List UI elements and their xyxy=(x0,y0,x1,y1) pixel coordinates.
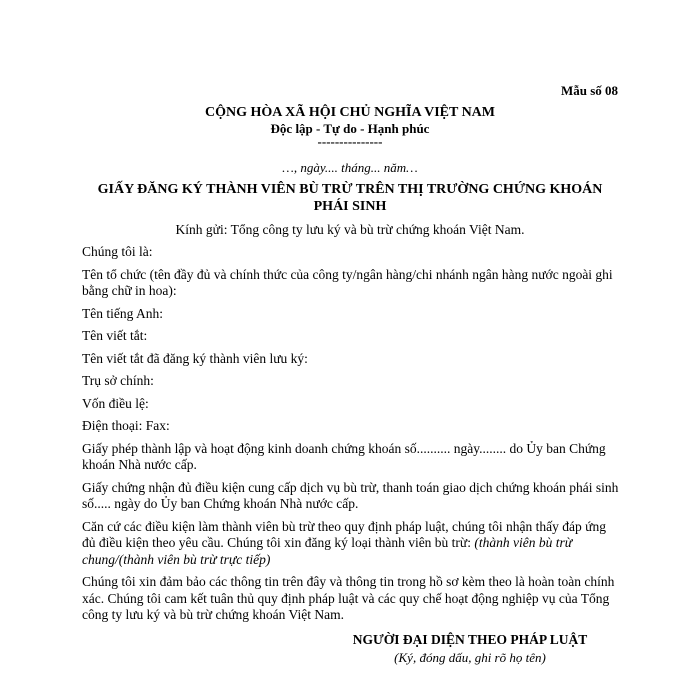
certificate-paragraph: Giấy chứng nhận đủ điều kiện cung cấp dịch vụ bù trừ, thanh toán giao dịch chứng khoán phái sinh số..... ngày do Ủy ban Chứng khoán Nhà nước cấp. xyxy=(82,479,619,511)
form-number: Mẫu số 08 xyxy=(560,83,618,98)
nation-heading: CỘNG HÒA XÃ HỘI CHỦ NGHĨA VIỆT NAM xyxy=(204,105,495,120)
basis-text: Căn cứ các điều kiện làm thành viên bù trừ theo quy định pháp luật, chúng tôi nhận thấy đáp ứng đủ điều kiện theo yêu cầu. Chúng tôi xin đăng ký loại thành viên bù trừ: xyxy=(82,518,606,550)
document-body xyxy=(82,244,622,630)
short-name-field: Tên viết tắt: xyxy=(82,328,148,343)
signature-note: (Ký, đóng dấu, ghi rõ họ tên) xyxy=(394,650,546,665)
header-divider: --------------- xyxy=(317,134,383,149)
motto: Độc lập - Tự do - Hạnh phúc xyxy=(270,121,430,136)
document-title: GIẤY ĐĂNG KÝ THÀNH VIÊN BÙ TRỪ TRÊN THỊ TRƯỜNG CHỨNG KHOÁN PHÁI SINH xyxy=(97,182,603,214)
date-line: …, ngày.... tháng... năm… xyxy=(282,160,418,175)
org-name-field: Tên tổ chức (tên đầy đủ và chính thức của công ty/ngân hàng/chi nhánh ngân hàng nước ngoài ghi bằng chữ in hoa): xyxy=(82,266,613,298)
signature-title: NGƯỜI ĐẠI DIỆN THEO PHÁP LUẬT xyxy=(352,632,588,647)
member-type-options: (thành viên bù trừ chung/(thành viên bù trừ trực tiếp) xyxy=(82,535,573,567)
english-name-field: Tên tiếng Anh: xyxy=(82,305,163,321)
commitment-paragraph: Chúng tôi xin đảm bảo các thông tin trên đây và thông tin trong hồ sơ kèm theo là hoàn toàn chính xác. Chúng tôi cam kết tuân thủ quy định pháp luật và các quy chế hoạt động nghiệp vụ của Tổng công ty lưu ký và bù trừ chứng khoán Việt Nam. xyxy=(82,574,615,622)
basis-paragraph xyxy=(82,519,622,569)
license-paragraph: Giấy phép thành lập và hoạt động kinh doanh chứng khoán số.......... ngày........ do Ủy ban Chứng khoán Nhà nước cấp. xyxy=(82,440,606,472)
charter-capital-field: Vốn điều lệ: xyxy=(82,395,149,411)
phone-fax-field: Điện thoại: Fax: xyxy=(82,418,170,433)
registered-short-name-field: Tên viết tắt đã đăng ký thành viên lưu ký: xyxy=(82,350,308,366)
intro-line: Chúng tôi là: xyxy=(82,244,153,259)
addressee: Kính gửi: Tổng công ty lưu ký và bù trừ chứng khoán Việt Nam. xyxy=(175,222,525,237)
head-office-field: Trụ sở chính: xyxy=(82,373,154,388)
